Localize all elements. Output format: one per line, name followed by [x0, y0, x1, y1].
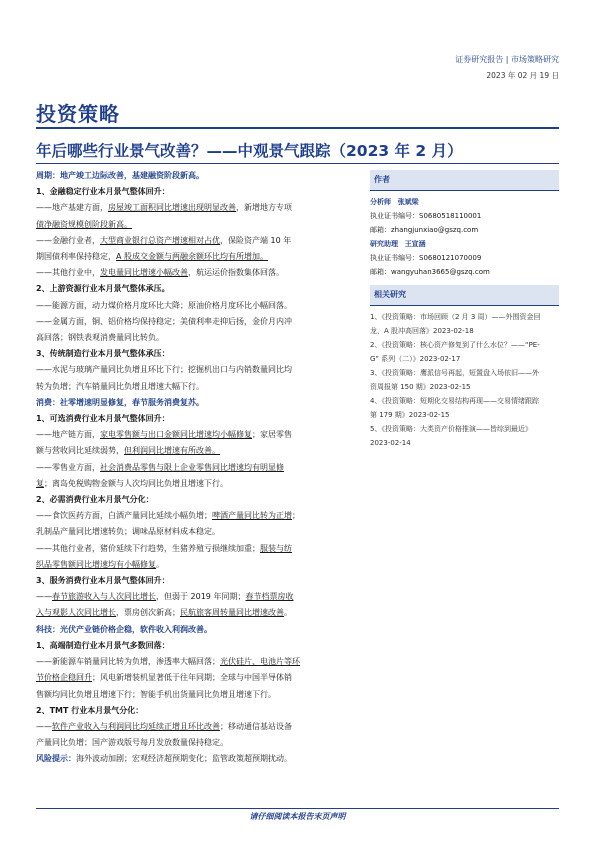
author-line: 研究助理 王宣涵 [370, 240, 426, 248]
header-rule [36, 127, 559, 129]
section-summary: 光伏产业链价格企稳，软件收入利润改善。 [60, 624, 212, 634]
related-item[interactable]: 3、《投资策略：鹰派信号再起，短置盘入场依旧——外 资周报第 150 期》2023-02-15 [370, 369, 539, 391]
body-line: ——金属方面，铜、铝价格均保持稳定；美债利率走抑后扬，金价月内冲 [36, 316, 292, 326]
body-line: ——地产链方面，家电零售额与出口金额同比增速均小幅修复；家居零售 [36, 430, 292, 440]
subheading: 2、上游资源行业本月景气整体承压。 [36, 284, 170, 294]
body-line: 织品零售额同比增速均有小幅修复。 [36, 559, 164, 569]
body-line: ——地产基建方面，房屋竣工面积同比增速出现明显改善，新增地方专项 [36, 203, 292, 213]
footer-disclaimer: 请仔细阅读本报告末页声明 [249, 812, 346, 821]
subheading: 2、TMT 行业本月景气分化： [36, 705, 144, 715]
summary-line [36, 168, 358, 184]
body-line: ——食饮医药方面，白酒产量同比延续小幅负增；啤酒产量同比转为正增； [36, 511, 300, 521]
subheading: 1、高端制造行业本月景气多数回落： [36, 640, 170, 650]
body-line: 售额均同比负增且增速下行；智能手机出货量同比负增且增速下行。 [36, 689, 276, 699]
section-summary: 社零增速明显修复，春节服务消费复苏。 [60, 397, 204, 407]
body-line: ——能源方面，动力煤价格月度环比大降；原油价格月度环比小幅回落。 [36, 300, 292, 310]
body-line: ——新能源车销量同比转为负增，渗透率大幅回落；光伏硅片、电池片等环 [36, 657, 300, 667]
body-line: 产量同比负增；国产游戏版号每月发放数量保持稳定。 [36, 738, 228, 748]
related-heading: 相关研究 [370, 285, 559, 306]
subheading: 3、服务消费行业本月景气整体回升： [36, 576, 170, 586]
section-label-consumption: 消费： [36, 397, 60, 407]
author-cert: 执业证书编号：S0680518110001 [370, 212, 482, 220]
body-line: 期国债利率保持稳定，A 股成交金额与两融余额环比均有所增加。 [36, 252, 269, 262]
author-email[interactable]: 邮箱：zhangjunxiao@gszq.com [370, 226, 479, 234]
report-date: 2023 年 02 月 19 日 [486, 71, 559, 80]
risk-line [36, 751, 358, 767]
author-line: 分析师 张斌梁 [370, 198, 419, 206]
risk-label: 风险提示： [36, 754, 76, 764]
body-line: 复；离岛免税购物金额与人次均同比负增且增速下行。 [36, 478, 228, 488]
body-line: ——其他行业中，发电量同比增速小幅改善，航运运价指数集体回落。 [36, 268, 284, 278]
body-line: 转为负增；汽车销量同比负增且增速大幅下行。 [36, 381, 204, 391]
body-line: 乳制品产量同比增速转负；调味品原材料成本稳定。 [36, 527, 220, 537]
body-line: 债净融资规模创阶段新高。 [36, 219, 132, 229]
section-label-cycle: 周期： [36, 171, 60, 180]
section-logo: 投资策略 [36, 102, 120, 126]
subheading: 1、金融稳定行业本月景气整体回升： [36, 187, 170, 197]
title-rule [36, 163, 559, 164]
report-title: 年后哪些行业景气改善？——中观景气跟踪（2023 年 2 月） [36, 142, 463, 160]
related-item[interactable]: 2、《投资策略：核心资产修复到了什么水位？——“PE- G” 系列（二）》2023-02-17 [370, 341, 540, 363]
summary-line [36, 622, 358, 638]
body-line: 额与营收同比延续弱势，但利润同比增速有所改善。 [36, 446, 220, 456]
report-category: 证券研究报告 | 市场策略研究 [455, 55, 559, 64]
main-body [36, 168, 358, 768]
body-line: ——水泥与玻璃产量同比负增且环比下行；挖掘机出口与内销数量同比均 [36, 365, 292, 375]
footer-rule [36, 808, 559, 809]
subheading: 1、可选消费行业本月景气整体回升： [36, 414, 170, 424]
body-line: ——春节旅游收入与人次同比增长，但弱于 2019 年同期；春节档票房收 [36, 592, 294, 602]
related-item[interactable]: 1、《投资策略：市场回顾（2 月 3 周）——外围资金回 龙，A 股冲高回落》2023-02-18 [370, 313, 541, 335]
authors-heading: 作者 [370, 170, 559, 191]
body-line: ——软件产业收入与利润同比均延续正增且环比改善；移动通信基站设备 [36, 721, 292, 731]
body-line: ——金融行业者，大型商业银行总资产增速相对占优，保险资产端 10 年 [36, 235, 292, 245]
risk-text: 海外波动加剧；宏观经济超预期变化；监管政策超预期扰动。 [76, 754, 292, 764]
sidebar [370, 168, 559, 450]
body-line: 高回落；钢铁表观消费量同比转负。 [36, 333, 164, 343]
body-line: 入与观影人次同比增长，票房创次新高；民航旅客周转量同比增速改善。 [36, 608, 292, 618]
body-line: ——零售业方面，社会消费品零售与限上企业零售同比增速均有明显修 [36, 462, 284, 472]
section-label-tech: 科技： [36, 624, 60, 634]
summary-line [36, 395, 358, 411]
body-line: ——其他行业者，猪价延续下行趋势，生猪养殖亏损继续加重；服装与纺 [36, 543, 292, 553]
subheading: 2、必需消费行业本月景气分化： [36, 495, 154, 505]
author-email[interactable]: 邮箱：wangyuhan3665@gszq.com [370, 268, 490, 276]
subheading: 3、传统制造行业本月景气整体承压： [36, 349, 170, 359]
body-line: 节价格企稳回升；风电新增装机显著低于往年同期；全球与中国半导体销 [36, 673, 292, 683]
author-cert: 执业证书编号：S0680121070009 [370, 254, 482, 262]
section-summary: 地产竣工边际改善，基建融资阶段新高。 [60, 171, 204, 180]
related-item[interactable]: 5、《投资策略：大类资产价格推演——皆综到最近》 2023-02-14 [370, 425, 532, 447]
related-item[interactable]: 4、《投资策略：短期化交易结构再现——交易情绪跟踪 第 179 期》2023-02-15 [370, 397, 539, 419]
